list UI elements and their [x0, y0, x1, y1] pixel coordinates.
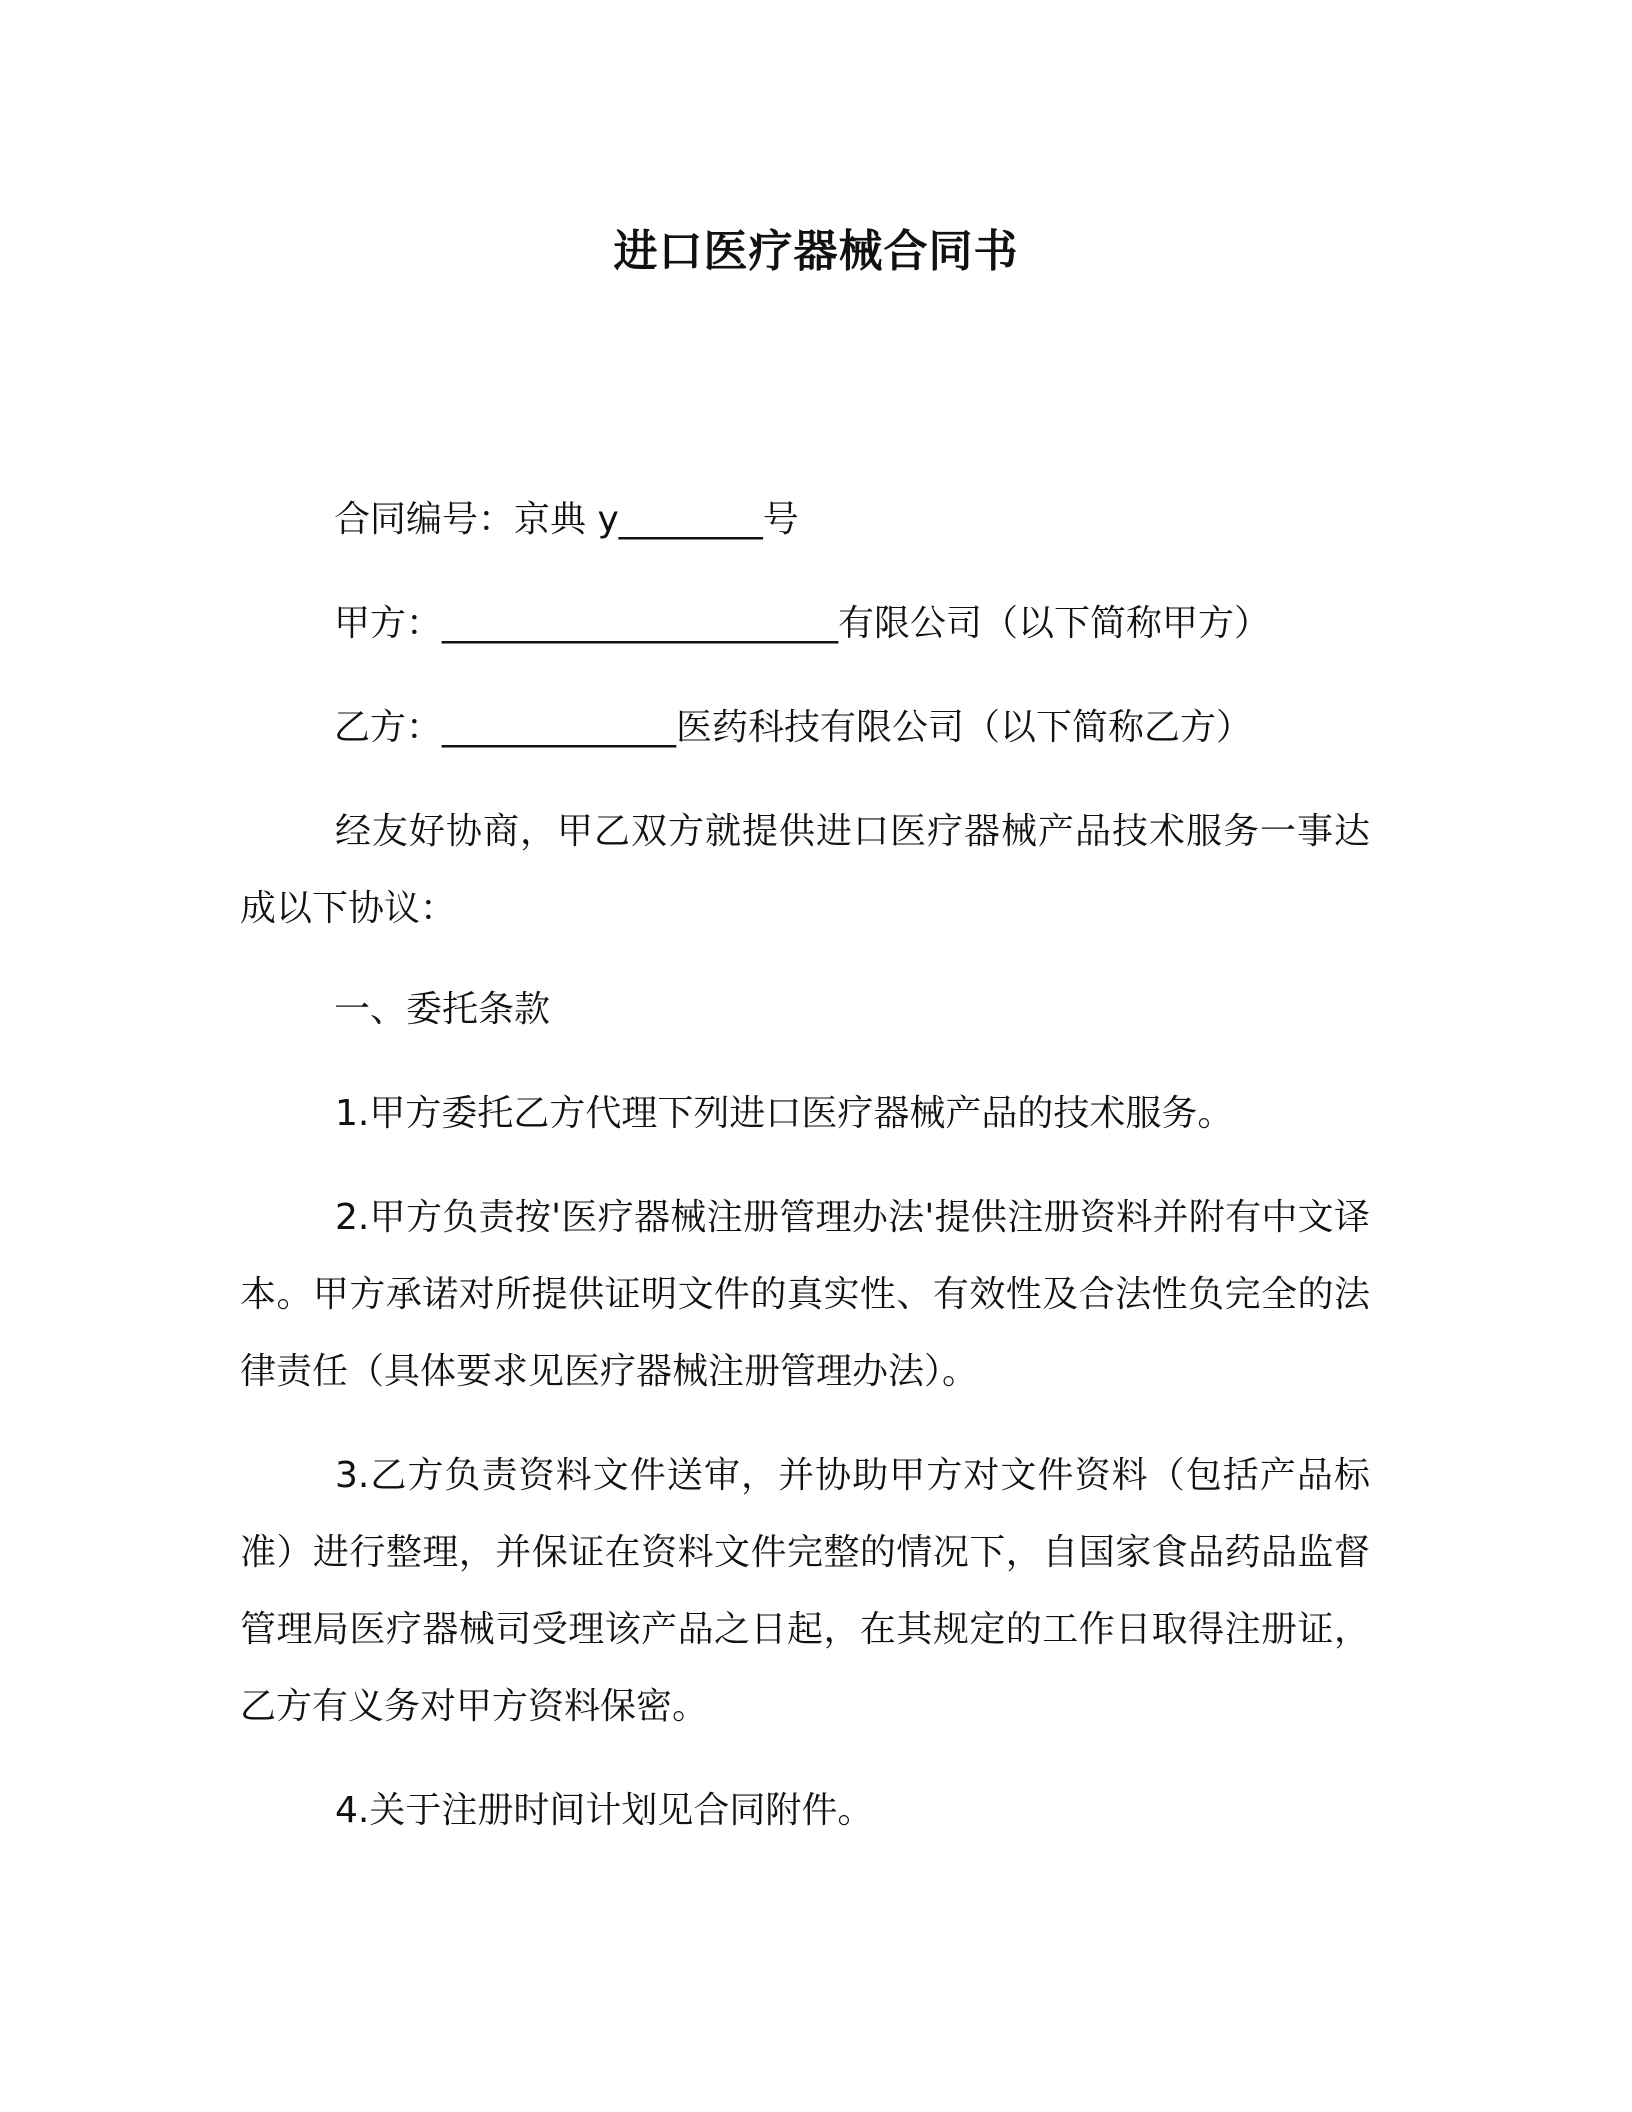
clause-1: 1.甲方委托乙方代理下列进口医疗器械产品的技术服务。: [335, 1093, 1234, 1134]
party-a: 甲方：______________________有限公司（以下简称甲方）: [334, 603, 1271, 644]
party-b: 乙方：_____________医药科技有限公司（以下简称乙方）: [334, 707, 1253, 748]
contract-number: 合同编号：京典 y________号: [334, 499, 799, 540]
intro-paragraph: 经友好协商，甲乙双方就提供进口医疗器械产品技术服务一事达成以下协议：: [240, 811, 1370, 929]
document-title: 进口医疗器械合同书: [613, 226, 1019, 277]
section-heading: 一、委托条款: [334, 989, 551, 1030]
clause-4: 4.关于注册时间计划见合同附件。: [335, 1790, 874, 1831]
clause-3: 3.乙方负责资料文件送审，并协助甲方对文件资料（包括产品标准）进行整理，并保证在资料文件完整的情况下，自国家食品药品监督管理局医疗器械司受理该产品之日起，在其规定的工作日取得注册证，乙方有义务对甲方资料保密。: [240, 1455, 1370, 1727]
clause-2: 2.甲方负责按'医疗器械注册管理办法'提供注册资料并附有中文译本。甲方承诺对所提供证明文件的真实性、有效性及合法性负完全的法律责任（具体要求见医疗器械注册管理办法）。: [240, 1197, 1370, 1392]
